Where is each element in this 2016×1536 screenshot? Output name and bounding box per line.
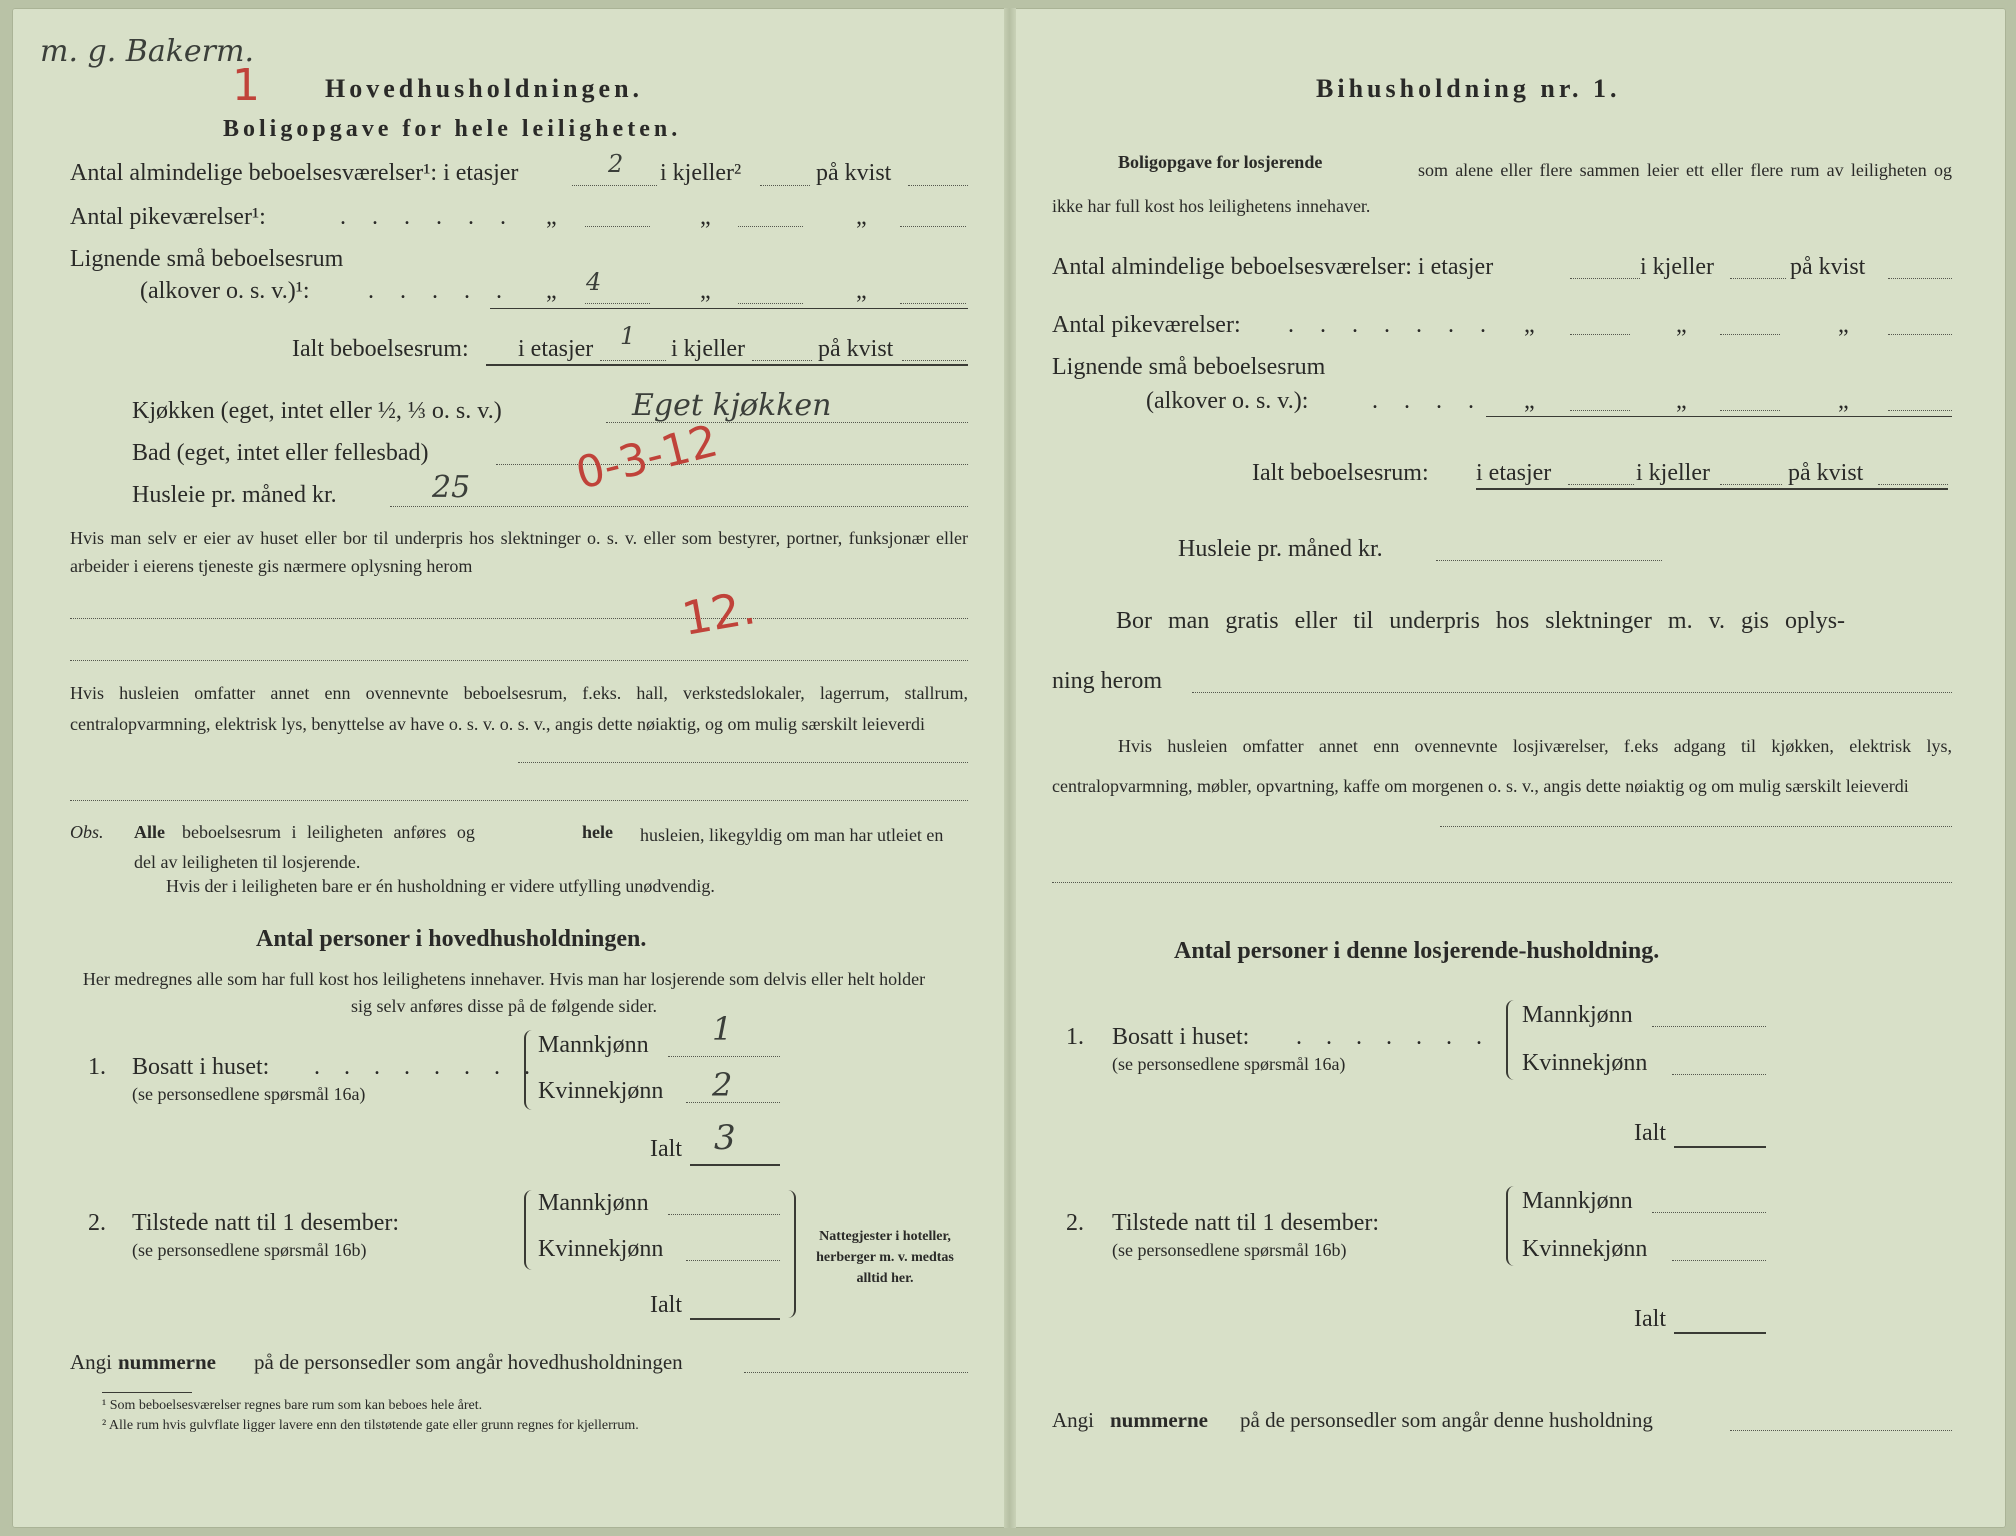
left-night-note: Nattegjester i hoteller, herberger m. v. medtas alltid her. [816,1229,954,1286]
left-kitchen-label: Kjøkken (eget, intet eller ½, ⅓ o. s. v.) [132,398,502,424]
left-title: Hovedhusholdningen. [325,74,644,103]
left-q1-female-value: 2 [712,1066,733,1104]
left-row3-ditto-3: „ [856,278,867,304]
left-total-kjeller: i kjeller [671,336,745,362]
left-q2-male-label: Mannkjønn [538,1190,649,1216]
right-row2-label: Antal pikeværelser: [1052,312,1241,338]
left-row2-ditto-3: „ [856,204,867,230]
left-red-calc: 0-3-12 [570,415,723,500]
right-row2-line-2 [1720,334,1780,335]
left-row3-underline [490,308,968,309]
left-rent-line [390,506,968,507]
right-row3-ditto-3: „ [1838,388,1849,414]
right-q1-brace [1506,1000,1522,1080]
left-angi-prefix: Angi [70,1350,112,1374]
right-incl-line-2 [1052,882,1952,883]
left-footnote-rule [102,1392,192,1393]
right-row1-kjeller: i kjeller [1640,254,1714,280]
left-row1-kvist-line [908,185,968,186]
left-footnote-2: ² Alle rum hvis gulvflate ligger lavere enn den tilstøtende gate eller grunn regnes for kjellerrum. [102,1418,639,1433]
left-row1-kjeller-line [760,185,810,186]
left-q1-sub: (se personsedlene spørsmål 16a) [132,1084,366,1104]
right-total-kjeller: i kjeller [1636,460,1710,486]
left-obs-hele: hele [582,822,613,842]
right-row1-kvist: på kvist [1790,254,1866,280]
left-row1-value: 2 [608,150,624,178]
left-total-kjeller-line [752,360,812,361]
left-rent-value: 25 [432,470,471,505]
left-q2-sub: (se personsedlene spørsmål 16b) [132,1240,367,1260]
left-obs-text2: husleien, likegyldig om man har utleiet en del av leiligheten til losjerende. [134,825,944,872]
left-q2-female-line [686,1260,780,1261]
left-total-etasjer-line [600,360,666,361]
left-q1-male-label: Mannkjønn [538,1032,649,1058]
right-q2-brace [1506,1186,1522,1266]
right-row3-label-b: (alkover o. s. v.): [1146,388,1309,414]
left-rent-label: Husleie pr. måned kr. [132,482,337,508]
left-row3-ditto-1: „ [546,278,557,304]
right-intro-text: som alene eller flere sammen leier ett eller flere rum av leiligheten og ikke har full kost hos leilighetens innehaver. [1052,160,1952,216]
left-row2-label: Antal pikeværelser¹: [70,204,266,230]
left-row3-line-2 [738,303,803,304]
left-incl-line-2 [70,800,968,801]
right-q1-sub: (se personsedlene spørsmål 16a) [1112,1054,1346,1074]
left-q1-female-line [686,1102,780,1103]
right-row3-ditto-2: „ [1676,388,1687,414]
right-q1-leader: . . . . . . . [1296,1024,1491,1050]
right-row1-label: Antal almindelige beboelsesværelser: i etasjer [1052,254,1494,280]
right-total-etasjer-line [1568,484,1634,485]
left-obs-text1: beboelsesrum i leiligheten anføres og [182,822,475,842]
left-angi-text: på de personsedler som angår hovedhusholdningen [254,1350,683,1374]
right-row3-line-1 [1570,410,1630,411]
left-subtitle: Boligopgave for hele leiligheten. [223,116,682,142]
left-row3-line-1 [585,303,650,304]
left-bath-label: Bad (eget, intet eller fellesbad) [132,440,429,466]
right-row2-line-3 [1888,334,1952,335]
right-q1-label: Bosatt i huset: [1112,1024,1250,1050]
right-row2-line-1 [1570,334,1630,335]
right-q2-sub: (se personsedlene spørsmål 16b) [1112,1240,1347,1260]
right-q2-male-line [1652,1212,1766,1213]
right-rent-label: Husleie pr. måned kr. [1178,536,1383,562]
right-q1-total-label: Ialt [1634,1120,1666,1146]
right-angi-line [1730,1430,1952,1431]
left-q2-label: Tilstede natt til 1 desember: [132,1210,400,1236]
left-row3-label-b: (alkover o. s. v.)¹: [140,278,310,304]
left-q1-total-line [690,1164,780,1166]
left-incl-text: Hvis husleien omfatter annet enn ovennevnte beboelsesrum, f.eks. hall, verkstedslokaler, lagerrum, stallrum, centralopvarmning, elektrisk lys, benyttelse av have o. s. v. o. s. v., angis dette nøiaktig, og om mulig særskilt leieverdi [70,683,968,734]
red-mark: 1 [232,60,260,111]
left-row2-ditto-1: „ [546,204,557,230]
right-total-kjeller-line [1720,484,1782,485]
left-q2-num: 2. [88,1210,106,1236]
left-q2-total-line [690,1318,780,1320]
right-q1-male-label: Mannkjønn [1522,1002,1633,1028]
left-q1-label: Bosatt i huset: [132,1054,270,1080]
right-row3-underline [1486,416,1952,417]
right-q2-total-label: Ialt [1634,1306,1666,1332]
right-q2-female-line [1672,1260,1766,1261]
left-row2-ditto-2: „ [700,204,711,230]
right-row3-label-a: Lignende små beboelsesrum [1052,354,1326,380]
right-angi-prefix: Angi [1052,1408,1094,1432]
left-angi-bold: nummerne [118,1350,216,1374]
left-row2-line-2 [738,226,803,227]
left-row3-ditto-2: „ [700,278,711,304]
right-rent-line [1436,560,1662,561]
left-angi-line [744,1372,968,1373]
left-persons-note: Her medregnes alle som har full kost hos leilighetens innehaver. Hvis man har losjerende som delvis eller helt holder sig selv anføres disse på de følgende sider. [82,969,926,1016]
right-row3-ditto-1: „ [1524,388,1535,414]
right-q1-total-line [1674,1146,1766,1148]
right-q2-male-label: Mannkjønn [1522,1188,1633,1214]
left-q1-male-value: 1 [712,1010,733,1048]
right-row2-ditto-3: „ [1838,312,1849,338]
left-row3-value: 4 [586,268,602,296]
right-q2-female-label: Kvinnekjønn [1522,1236,1648,1262]
right-total-etasjer: i etasjer [1476,460,1552,486]
right-angi-bold: nummerne [1110,1408,1208,1432]
right-title: Bihusholdning nr. 1. [1316,74,1621,103]
left-row1-kjeller: i kjeller² [660,160,742,186]
right-total-kvist-line [1878,484,1948,485]
right-q1-female-label: Kvinnekjønn [1522,1050,1648,1076]
left-kitchen-value: Eget kjøkken [632,388,832,423]
left-q2-male-line [668,1214,780,1215]
left-obs-text3: Hvis der i leiligheten bare er én husholdning er videre utfylling unødvendig. [166,876,715,896]
right-row1-etasjer-line [1570,278,1640,279]
right-q1-female-line [1672,1074,1766,1075]
right-total-underline [1476,488,1948,490]
left-row1-etasjer-line [572,185,657,186]
right-row3-line-2 [1720,410,1780,411]
right-total-label: Ialt beboelsesrum: [1252,460,1429,486]
left-owner-line-1 [70,618,968,619]
right-q2-num: 2. [1066,1210,1084,1236]
right-row2-ditto-2: „ [1676,312,1687,338]
left-q2-female-label: Kvinnekjønn [538,1236,664,1262]
right-row1-kjeller-line [1730,278,1786,279]
right-total-kvist: på kvist [1788,460,1864,486]
right-persons-title: Antal personer i denne losjerende-husholdning. [1174,938,1660,964]
left-total-underline [486,364,968,366]
left-row2-leader: . . . . . . [340,204,516,230]
left-bath-line [496,464,968,465]
left-row1-kvist: på kvist [816,160,892,186]
left-total-kvist: på kvist [818,336,894,362]
page-fold [1004,8,1016,1528]
right-row3-leader: . . . . [1372,388,1484,414]
left-obs-alle: Alle [134,822,165,842]
left-red-calc2: 12. [677,580,760,646]
left-q1-male-line [668,1056,780,1057]
left-q2-night-brace [780,1190,796,1318]
right-angi-text: på de personsedler som angår denne husholdning [1240,1408,1653,1432]
right-incl-line-1 [1440,826,1952,827]
left-row2-line-3 [900,226,966,227]
left-footnote-1: ¹ Som beboelsesværelser regnes bare rum som kan beboes hele året. [102,1398,483,1413]
left-q2-total-label: Ialt [650,1292,682,1318]
right-intro-bold: Boligopgave for losjerende [1118,152,1323,172]
left-total-value: 1 [620,322,636,350]
right-incl-text: Hvis husleien omfatter annet enn ovennevnte losjiværelser, f.eks adgang til kjøkken, elektrisk lys, centralopvarmning, møbler, opvartning, kaffe om morgenen o. s. v., angis dette nøiaktig og om mulig særskilt leieverdi [1052,736,1952,796]
left-persons-title: Antal personer i hovedhusholdningen. [256,926,647,952]
left-row2-line-1 [585,226,650,227]
left-q1-num: 1. [88,1054,106,1080]
right-row2-ditto-1: „ [1524,312,1535,338]
right-q1-male-line [1652,1026,1766,1027]
left-obs-prefix: Obs. [70,822,104,842]
left-q1-female-label: Kvinnekjønn [538,1078,664,1104]
left-total-label: Ialt beboelsesrum: [292,336,469,362]
left-owner-line-2 [70,660,968,661]
left-owner-text: Hvis man selv er eier av huset eller bor til underpris hos slektninger o. s. v. eller som bestyrer, portner, funksjonær eller arbeider i eierens tjeneste gis nærmere oplysning herom [70,528,968,576]
left-q1-total-value: 3 [714,1118,736,1158]
right-gratis-line [1192,692,1952,693]
right-q2-total-line [1674,1332,1766,1334]
right-gratis-text-b: ning herom [1052,668,1162,694]
left-incl-line-1 [518,762,968,763]
right-row2-leader: . . . . . . . [1288,312,1496,338]
right-row1-kvist-line [1888,278,1952,279]
left-q1-leader: . . . . . . . . [314,1054,539,1080]
left-row3-line-3 [900,303,966,304]
right-gratis-text-a: Bor man gratis eller til underpris hos slektninger m. v. gis oplys- [1116,608,1846,634]
left-total-kvist-line [902,360,966,361]
left-total-etasjer: i etasjer [518,336,594,362]
right-row3-line-3 [1888,410,1952,411]
left-q1-total-label: Ialt [650,1136,682,1162]
left-row3-leader: . . . . . [368,278,512,304]
right-q1-num: 1. [1066,1024,1084,1050]
left-row1-label: Antal almindelige beboelsesværelser¹: i etasjer [70,160,519,186]
handwritten-note: m. g. Bakerm. [40,34,254,69]
right-q2-label: Tilstede natt til 1 desember: [1112,1210,1380,1236]
left-row3-label-a: Lignende små beboelsesrum [70,246,344,272]
